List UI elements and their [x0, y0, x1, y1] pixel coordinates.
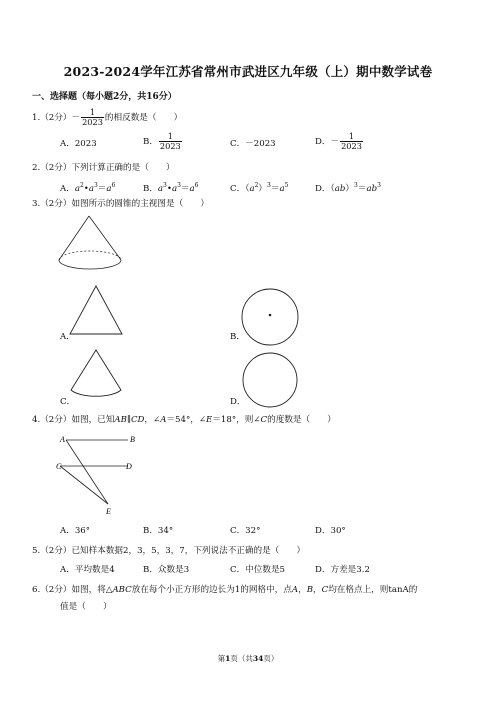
- question-2-stem: 2.（2分）下列计算正确的是（ ）: [32, 163, 175, 173]
- q5-option-b[interactable]: B．众数是3: [143, 565, 190, 575]
- fraction: $\frac{1}{2023}$: [82, 107, 103, 127]
- q5-option-a[interactable]: A．平均数是4: [60, 565, 115, 575]
- question-number: 1.（2分）: [32, 113, 72, 123]
- q1-option-c[interactable]: C．－2023: [230, 139, 276, 149]
- q4-option-d[interactable]: D．30°: [315, 526, 346, 536]
- question-5-stem: 5.（2分）已知样本数据2，3，5，3，7，下列说法不正确的是（ ）: [32, 546, 306, 556]
- q5-option-d[interactable]: D．方差是3.2: [315, 565, 370, 575]
- q2-option-d[interactable]: D．$(ab)^3=ab^3$: [315, 182, 381, 194]
- q4-option-a[interactable]: A．36°: [60, 526, 91, 536]
- question-text: 的相反数是（ ）: [104, 113, 183, 123]
- q1-option-a[interactable]: A．2023: [60, 139, 97, 149]
- question-1-stem: [32, 108, 182, 127]
- label-a: A: [60, 435, 65, 444]
- q1-option-b[interactable]: B． $\frac{1}{2023}$: [143, 131, 181, 151]
- minus-sign: －: [71, 113, 81, 123]
- q3-option-d-circle: [240, 352, 300, 412]
- q2-option-c[interactable]: C．$(a^2)^3=a^5$: [230, 182, 289, 194]
- q3-option-b[interactable]: B．: [230, 332, 245, 342]
- question-6-line2: 值是（ ）: [60, 602, 112, 612]
- q1-option-d[interactable]: D．－ $\frac{1}{2023}$: [315, 131, 362, 151]
- section-heading: 一、选择题（每小题2分，共16分）: [32, 92, 177, 102]
- q3-option-c[interactable]: C．: [60, 397, 76, 407]
- q5-option-c[interactable]: C．中位数是5: [230, 565, 286, 575]
- q4-option-c[interactable]: C．32°: [230, 526, 261, 536]
- q3-option-a[interactable]: A．: [60, 332, 75, 342]
- q3-option-a-triangle: [68, 284, 124, 336]
- page-footer: 第1页（共34页）: [217, 654, 279, 663]
- question-4-stem: 4.（2分）如图，已知AB∥CD，∠A＝54°，∠E＝18°，则∠C的度数是（ ）: [32, 415, 336, 425]
- parallel-lines-figure: [56, 432, 146, 518]
- question-6-stem: 6.（2分）如图，将△ABC放在每个小正方形的边长为1的网格中，点A，B，C均在格点上，则tanA的: [32, 585, 418, 595]
- q3-option-c-sector: [68, 348, 124, 400]
- label-b: B: [130, 435, 135, 444]
- label-c: C: [56, 462, 62, 471]
- q2-option-b[interactable]: B．$a^3•a^3=a^6$: [143, 182, 199, 194]
- page-title: 2023-2024学年江苏省常州市武进区九年级（上）期中数学试卷: [63, 64, 433, 79]
- q3-option-b-circle-with-dot: [240, 287, 300, 347]
- q3-option-d[interactable]: D．: [230, 397, 246, 407]
- q4-option-b[interactable]: B．34°: [143, 526, 174, 536]
- label-e: E: [106, 507, 111, 516]
- fraction: $\frac{1}{2023}$: [159, 131, 181, 151]
- q2-option-a[interactable]: A．$a^2•a^3=a^6$: [60, 182, 116, 194]
- cone-figure: [55, 214, 127, 276]
- label-d: D: [126, 462, 132, 471]
- question-3-stem: 3.（2分）如图所示的圆锥的主视图是（ ）: [32, 199, 209, 209]
- fraction: $\frac{1}{2023}$: [341, 131, 362, 151]
